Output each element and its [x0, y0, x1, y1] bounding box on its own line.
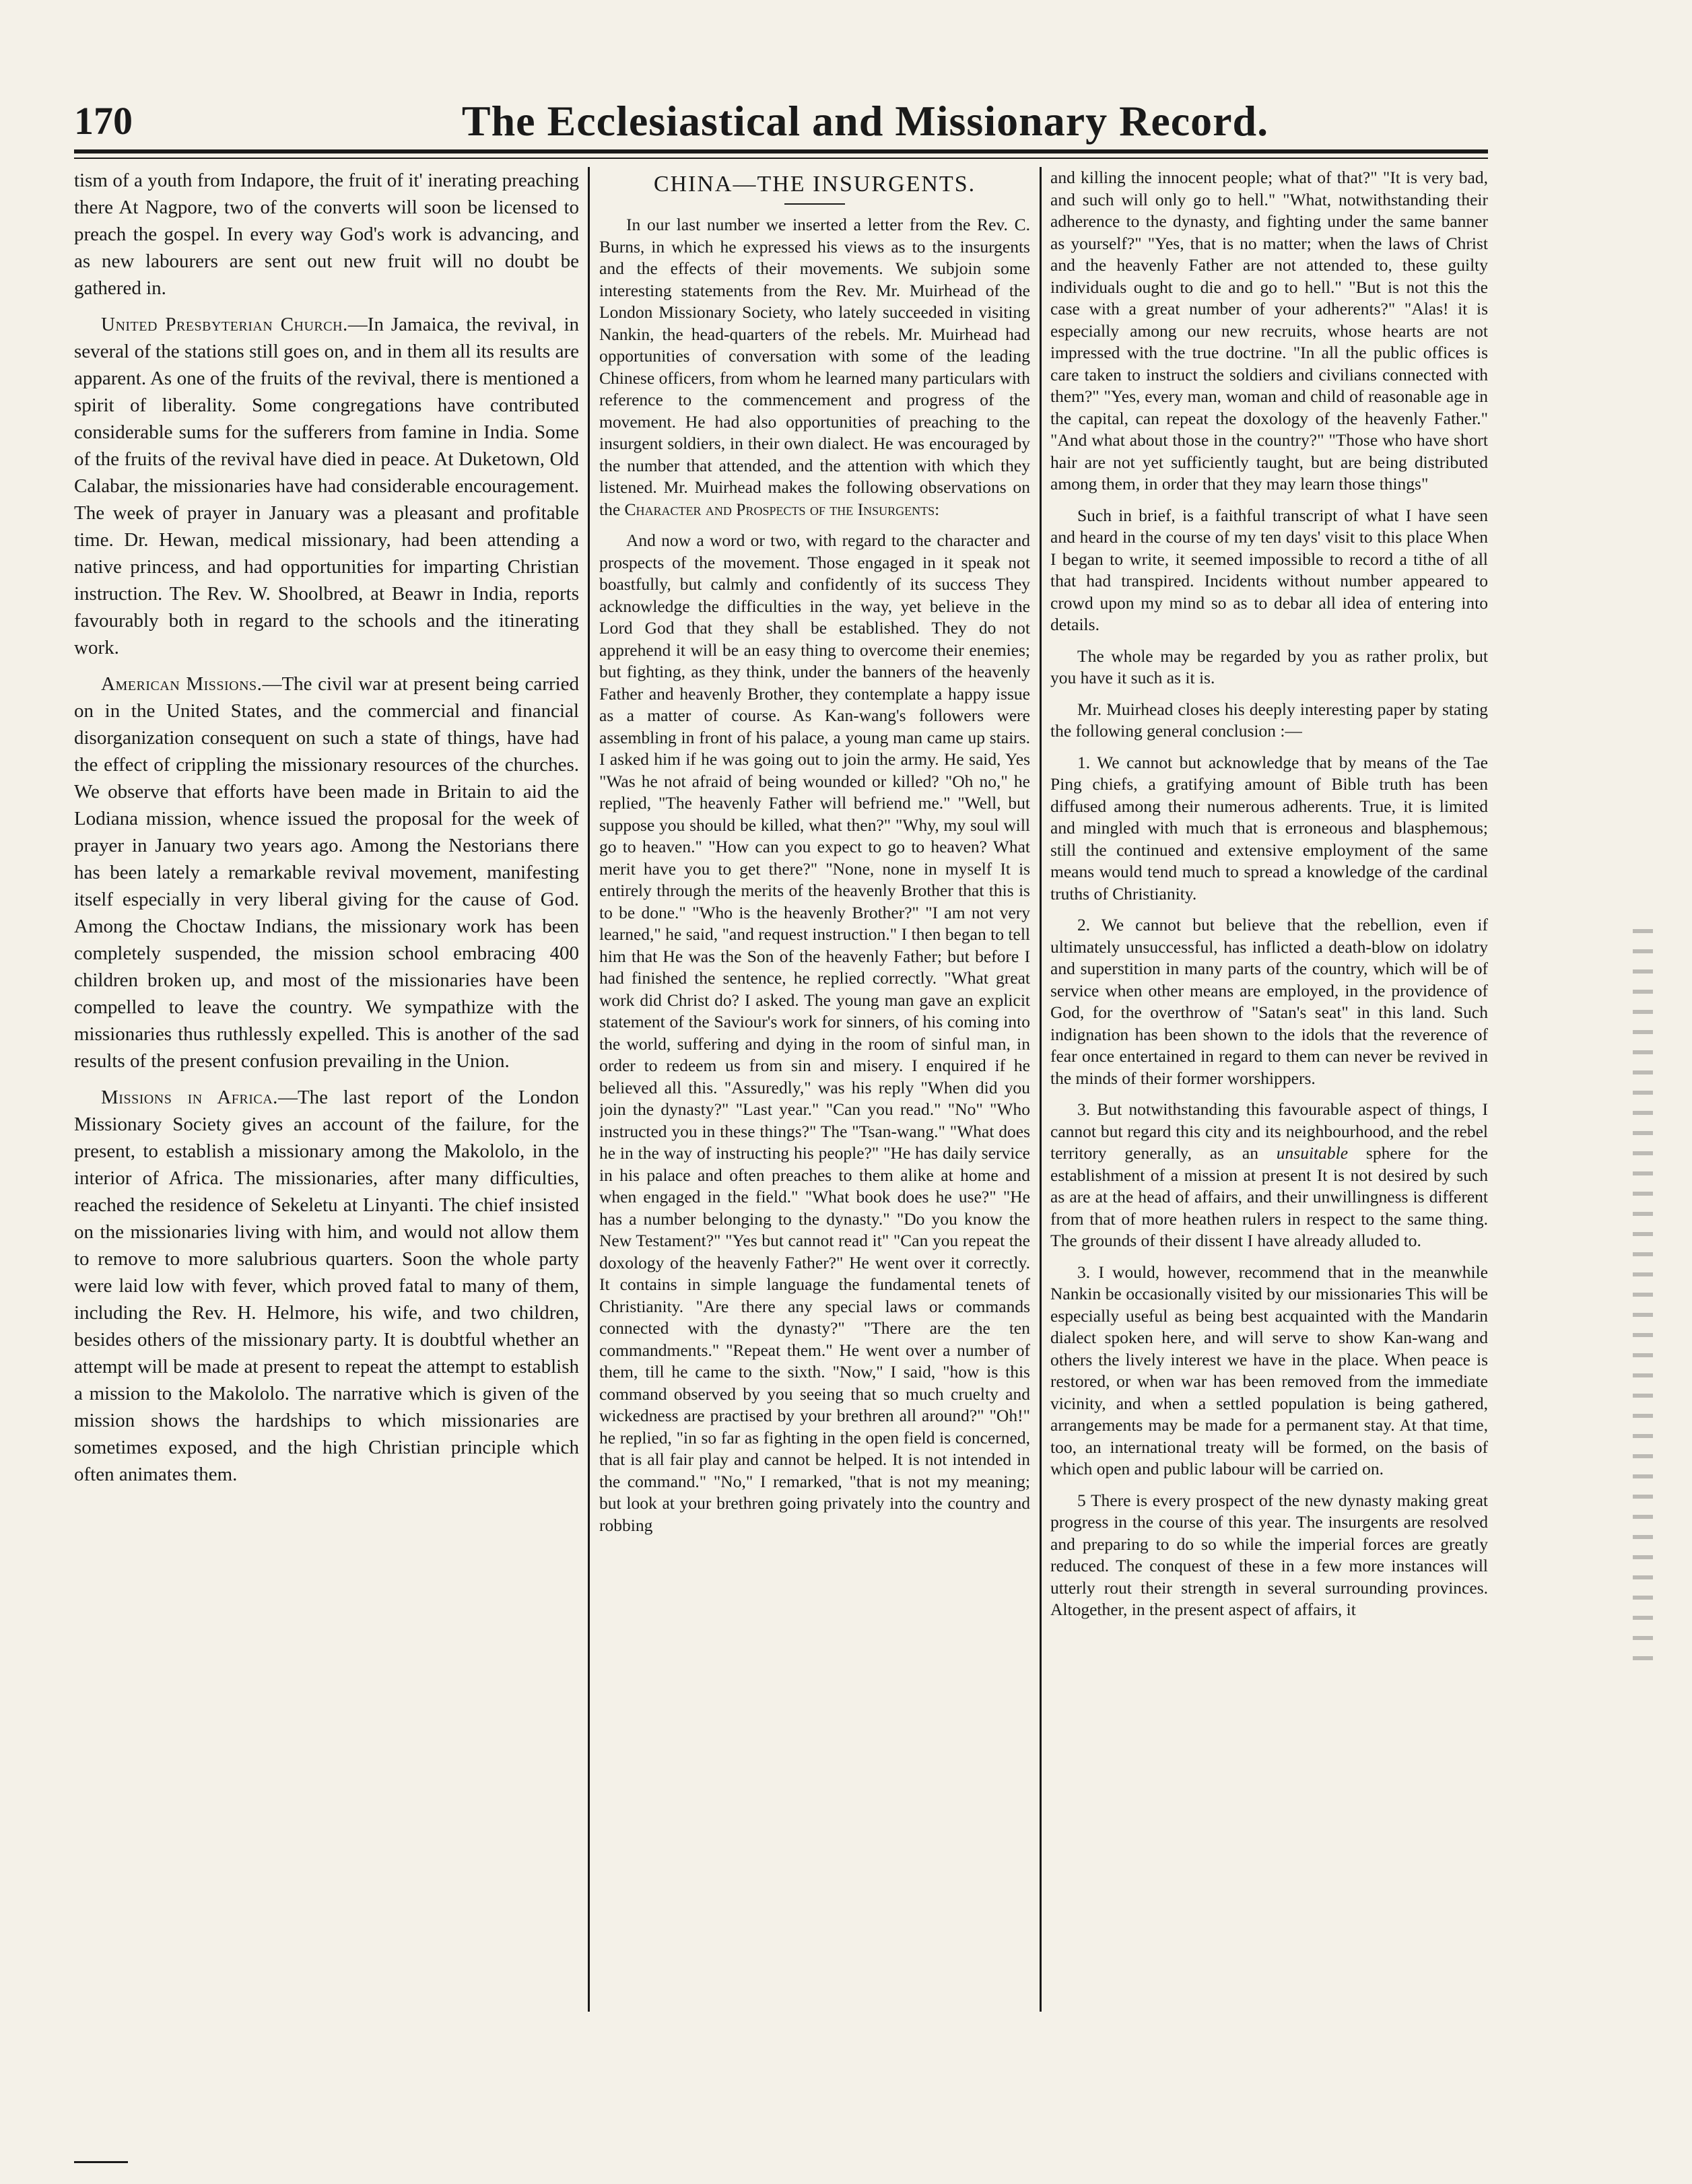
column-rule: [588, 167, 590, 2012]
section-body: —In Jamaica, the revival, in several of the stations still goes on, and in them all its results are apparent. As one of the fruits of the revival, there is mentioned a spirit of liberality. Some congregations have contributed considerable sums for the sufferers from famine in India. Some of the fruits of the revival have died in peace. At Duketown, Old Calabar, the missionaries have had considerable encouragement. The week of prayer in January was a pleasant and profitable time. Dr. Hewan, medical missionary, had been attending a native princess, and had opportunities for imparting Christian instruction. The Rev. W. Shoolbred, at Beawr in India, reports favourably both in regard to the schools and the itinerating work.: [74, 314, 579, 658]
conclusion-text: sphere for the establishment of a mission at present It is not desired by such as are at the head of affairs, and their unwillingness is different from that of more heathen rulers in respect to the same thing. The grounds of their dissent I have already alluded to.: [1050, 1143, 1488, 1250]
column-2: [599, 167, 1030, 2146]
conclusion-item: 1. We cannot but acknowledge that by means of the Tae Ping chiefs, a gratifying amount of Bible truth has been diffused among their numerous adherents. True, it is limited and mingled with much that is erroneous and blasphemous; still the continued and extensive employment of the same means would tend much to spread a knowledge of the cardinal truths of Christianity.: [1050, 752, 1488, 903]
article-intro-text: In our last number we inserted a letter from the Rev. C. Burns, in which he expressed his views as to the insurgents and the effects of their movements. We subjoin some interesting statements from the Rev. Mr. Muirhead of the London Missionary Society, who lately succeeded in visiting Nankin, the head-quarters of the rebels. Mr. Muirhead had opportunities of conversation with some of the leading Chinese officers, from whom he learned many particulars with reference to the commencement and progress of the movement. He had also opportunities of preaching to the insurgent soldiers, in their own dialect. He was encouraged by the number that attended, and the attention with which they listened. Mr. Muirhead makes the following observations on the: [599, 215, 1030, 519]
conclusion-item: [1050, 1099, 1488, 1252]
section-body: —The last report of the London Missionary Society gives an account of the failure, for the present, to establish a missionary among the Makololo, in the interior of Africa. The missionaries, after many difficulties, reached the residence of Sekeletu at Linyanti. The chief insisted on the missionaries living with him, and would not allow them to remove to more salubrious quarters. Soon the whole party were laid low with fever, which proved fatal to many of them, including the Rev. H. Helmore, his wife, and two children, besides others of the missionary party. It is doubtful whether an attempt will be made at present to repeat the attempt to establish a mission to the Makololo. The narrative which is given of the mission shows the hardships to which missionaries are sometimes exposed, and the high Christian principle which often animates them.: [74, 1087, 579, 1485]
article-intro-smallcaps: Character and Prospects of the Insurgents:: [624, 499, 940, 519]
header-rule: [74, 149, 1488, 153]
article-paragraph: The whole may be regarded by you as rather prolix, but you have it such as it is.: [1050, 646, 1488, 687]
scan-edge-mark: [1633, 929, 1653, 1670]
footer-mark: [74, 2161, 128, 2163]
title-rule: [784, 203, 845, 205]
column-3: [1050, 167, 1488, 2146]
section-american-missions: [74, 671, 579, 1074]
section-body: —The civil war at present being carried on in the United States, and the commercial and financial disorganization consequent on such a state of things, have had the effect of crippling the missionary resources of the churches. We observe that efforts have been made in Britain to aid the Lodiana mission, whence issued the proposal for the week of prayer in January two years ago. Among the Nestorians there has been lately a remarkable revival movement, manifesting itself especially in very liberal giving for the cause of God. Among the Choctaw Indians, the missionary work has been completely suspended, the mission school embracing 400 children broken up, and most of the missionaries have been compelled to leave the country. We sympathize with the missionaries thus ruthlessly expelled. This is another of the sad results of the present confusion prevailing in the Union.: [74, 673, 579, 1072]
column-rule: [1040, 167, 1042, 2012]
section-lead: American Missions.: [101, 673, 263, 695]
section-lead: United Presbyterian Church.: [101, 314, 348, 335]
page-number: 170: [74, 99, 133, 143]
section-united-presbyterian: [74, 311, 579, 661]
article-intro: [599, 214, 1030, 520]
conclusion-item: 3. I would, however, recommend that in the meanwhile Nankin be occasionally visited by our missionaries This will be especially useful as being best acquainted with the Mandarin dialect spoken here, and will serve to show Kan-wang and others the lively interest we have in the place. When peace is restored, or when war has been removed from the immediate vicinity, and when a settled population is being gathered, arrangements may be made for a permanent stay. At that time, too, an international treaty will be formed, on the basis of which open and public labour will be carried on.: [1050, 1262, 1488, 1478]
article-title: CHINA—THE INSURGENTS.: [653, 172, 976, 197]
conclusion-item: 5 There is every prospect of the new dynasty making great progress in the course of this year. The insurgents are resolved and preparing to do so while the imperial forces are greatly reduced. The conquest of these in a few more instances will utterly rout their strength in several surrounding provinces. Altogether, in the present aspect of affairs, it: [1050, 1490, 1488, 1619]
conclusion-text: 3. But notwithstanding this favourable aspect of things, I cannot but regard this city and its neighbourhood, and the rebel territory generally, as an: [1050, 1099, 1488, 1163]
section-missions-in-africa: [74, 1084, 579, 1488]
header-rule-thin: [74, 158, 1488, 159]
article-paragraph: and killing the innocent people; what of that?" "It is very bad, and such will only go to hell." "What, notwithstanding their adherence to the dynasty, and fighting under the same banner as yourself?" "Yes, that is no matter; when the laws of Christ and the heavenly Father are not attended to, these guilty individuals ought to die and go to hell." "But is not this the case with a great number of your adherents?" "Alas! it is especially among our new recruits, whose hearts are not impressed with the true doctrine. "In all the public offices is care taken to instruct the soldiers and civilians connected with them?" "Yes, every man, woman and child of reasonable age in the capital, can repeat the doxology of the heavenly Father." "And what about those in the country?" "Those who have short hair are not yet sufficiently taught, but are being distributed among them, in order that they may learn those things": [1050, 168, 1488, 493]
column-1: [74, 167, 579, 2146]
column-1-paragraph: tism of a youth from Indapore, the fruit of it' inerating preaching there At Nagpore, two of the converts will soon be licensed to preach the gospel. In every way God's work is advancing, and as new labourers are sent out new fruit will no doubt be gathered in.: [74, 170, 579, 299]
article-paragraph: Such in brief, is a faithful transcript of what I have seen and heard in the course of my ten days' visit to this place When I began to write, it seemed impossible to record a tithe of all that had transpired. Incidents without number appeared to crowd upon my mind so as to debar all idea of entering into details.: [1050, 505, 1488, 634]
article-paragraph: Mr. Muirhead closes his deeply interesting paper by stating the following general conclusion :—: [1050, 699, 1488, 741]
conclusion-list: [1050, 752, 1488, 1621]
conclusion-emphasis: unsuitable: [1276, 1143, 1349, 1163]
article-paragraph: And now a word or two, with regard to the character and prospects of the movement. Those engaged in it speak not boastfully, but calmly and confidently of its success They acknowledge the difficulties in the way, yet believe in the Lord God that they shall be established. They do not apprehend it will be an easy thing to overcome their enemies; but fighting, as they think, under the banners of the heavenly Father and heavenly Brother, they contemplate a happy issue as a matter of course. As Kan-wang's followers were assembling in front of his palace, a young man came up stairs. I asked him if he was going out to join the army. He said, Yes "Was he not afraid of being wounded or killed? "Oh no," he replied, "The heavenly Father will befriend me." "Well, but suppose you should be killed, what then?" "Why, my soul will go to heaven." "How can you expect to go to heaven? What merit have you to get there?" "None, none in myself It is entirely through the merits of the heavenly Brother that this is to be done." "Who is the heavenly Brother?" "I am not very learned," he said, "and request instruction." I then began to tell him that He was the Son of the heavenly Father; but before I had finished the sentence, he replied correctly. "What great work did Christ do? I asked. The young man gave an explicit statement of the Saviour's work for sinners, of his coming into the world, suffering and dying in the room of sinful man, in order to redeem us from sin and misery. I enquired if he believed all this. "Assuredly," was his reply "When did you join the dynasty?" "Last year." "Can you read." "No" "Who instructed you in these things?" The "Tsan-wang." "What does he in the way of instructing his people?" "He has daily service in his palace and often preaches to them alike at home and when engaged in the field." "What book does he use?" "He has a number belonging to the dynasty." "Do you know the New Testament?" "Yes but cannot read it" "Can you repeat the doxology of the heavenly Father?" He went over it correctly. It contains in simple language the fundamental tenets of Christianity. "Are there any special laws or commands connected with the dynasty?" "There are the ten commandments." "Repeat them." He went over a number of them, till he came to the sixth. "Now," I said, "how is this command observed by you seeing that so much cruelty and wickedness are practised by your brethren all around?" "Oh!" he replied, "in so far as fighting in the open field is concerned, that is all fair play and cannot be helped. It is not intended in the command." "No," I remarked, "that is not my meaning; but look at your brethren going privately into the country and robbing: [599, 531, 1030, 1535]
section-lead: Missions in Africa.: [101, 1087, 278, 1108]
running-title: The Ecclesiastical and Missionary Record.: [461, 97, 1269, 145]
page-header: [74, 94, 1488, 148]
conclusion-item: 2. We cannot but believe that the rebellion, even if ultimately unsuccessful, has inflicted a death-blow on idolatry and superstition in many parts of the country, which will be of service when other means are employed, in the providence of God, for the overthrow of "Satan's seat" in this land. Such indignation has been shown to the idols that the reverence of fear once entertained in regard to them can never be revived in the minds of their former worshippers.: [1050, 915, 1488, 1088]
